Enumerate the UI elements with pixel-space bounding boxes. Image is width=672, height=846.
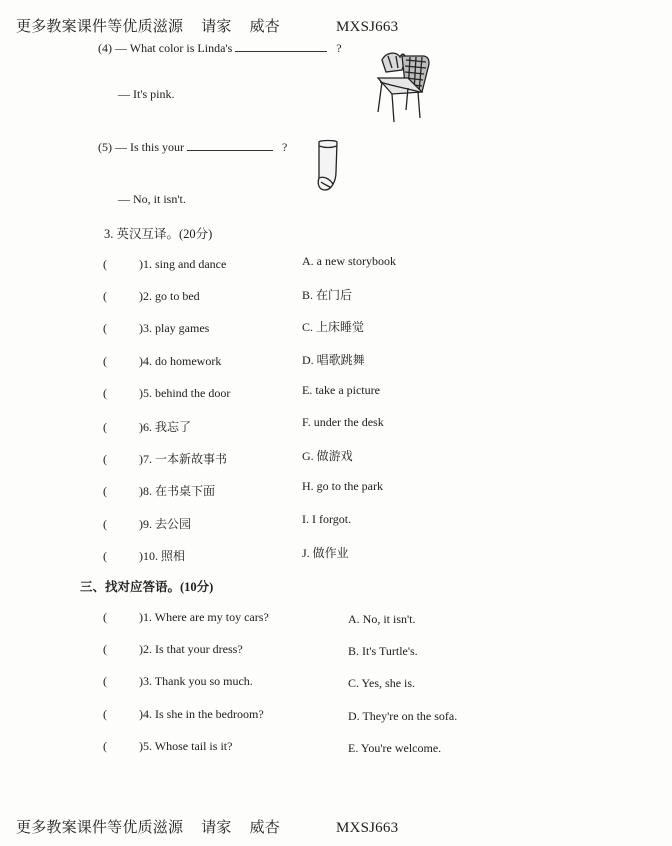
section-3-title: 3. 英汉互译。(20分): [104, 227, 213, 241]
question-4-answer: — It's pink.: [118, 87, 175, 101]
footer-name-1: 请家: [201, 820, 232, 836]
answer-paren-close: ): [139, 610, 143, 624]
item-text: 3. play games: [143, 321, 210, 336]
option-item: C. 上床睡觉: [302, 320, 365, 335]
answer-paren-close: ): [139, 642, 143, 657]
question-5: [98, 140, 287, 155]
list-item: [103, 418, 191, 435]
answer-paren-open[interactable]: (: [103, 257, 107, 271]
answer-paren-close: ): [139, 516, 143, 531]
answer-paren-open[interactable]: (: [103, 289, 107, 304]
answer-paren-close: ): [139, 452, 143, 467]
list-item: [103, 707, 264, 722]
option-item: B. It's Turtle's.: [348, 644, 418, 659]
header-promo-text: 更多教案课件等优质滋源: [16, 19, 184, 35]
answer-paren-open[interactable]: (: [103, 321, 107, 336]
footer-code: MXSJ663: [336, 820, 399, 836]
footer-name-2: 威杏: [249, 820, 281, 836]
list-item: [103, 289, 200, 304]
list-item: [103, 482, 215, 499]
option-item: B. 在门后: [302, 288, 353, 303]
question-4-text: — What color is Linda's: [115, 41, 233, 55]
question-4-end: ?: [336, 41, 342, 55]
item-text: 1. sing and dance: [143, 257, 227, 271]
item-text: 6. 我忘了: [143, 420, 192, 434]
question-4-blank[interactable]: [235, 50, 327, 52]
answer-paren-open[interactable]: (: [103, 548, 107, 563]
answer-paren-close: ): [139, 548, 143, 563]
question-5-answer: — No, it isn't.: [118, 192, 186, 206]
section-III-title: 三、找对应答语。(10分): [80, 580, 214, 594]
answer-paren-close: ): [139, 353, 143, 368]
item-text: 4. Is she in the bedroom?: [143, 706, 264, 721]
option-item: I. I forgot.: [302, 511, 352, 526]
option-item: C. Yes, she is.: [348, 676, 416, 691]
item-text: 10. 照相: [143, 548, 186, 563]
answer-paren-close: ): [139, 321, 143, 336]
footer-promo-text: 更多教案课件等优质滋源: [16, 820, 184, 836]
answer-paren-open[interactable]: (: [103, 738, 107, 753]
item-text: 7. 一本新故事书: [143, 452, 228, 467]
item-text: 8. 在书桌下面: [143, 484, 216, 499]
answer-paren-open[interactable]: (: [103, 420, 107, 434]
option-item: G. 做游戏: [302, 449, 353, 464]
option-item: D. They're on the sofa.: [348, 708, 458, 723]
answer-paren-close: ): [139, 420, 143, 434]
item-text: 2. go to bed: [143, 289, 200, 304]
answer-paren-open[interactable]: (: [103, 353, 107, 368]
header-code: MXSJ663: [336, 19, 399, 35]
answer-paren-open[interactable]: (: [103, 484, 107, 499]
item-text: 5. Whose tail is it?: [143, 738, 233, 753]
header-name-1: 请家: [201, 19, 232, 35]
page-header: [16, 15, 398, 36]
page-footer: [16, 816, 398, 837]
option-item: E. You're welcome.: [348, 740, 442, 755]
answer-paren-close: ): [139, 706, 143, 721]
header-name-2: 威杏: [249, 19, 281, 35]
answer-paren-open[interactable]: (: [103, 452, 107, 467]
item-text: 3. Thank you so much.: [143, 674, 253, 689]
answer-paren-close: ): [139, 738, 143, 753]
question-5-blank[interactable]: [187, 149, 273, 151]
list-item: [103, 610, 269, 625]
question-5-end: ?: [282, 140, 288, 154]
question-5-number: (5): [98, 140, 112, 154]
option-item: E. take a picture: [302, 382, 380, 397]
answer-paren-open[interactable]: (: [103, 674, 107, 689]
list-item: [103, 386, 230, 401]
answer-paren-close: ): [139, 674, 143, 689]
item-text: 1. Where are my toy cars?: [143, 610, 269, 624]
option-item: A. No, it isn't.: [348, 612, 416, 626]
option-item: J. 做作业: [302, 545, 349, 560]
answer-paren-close: ): [139, 257, 143, 271]
list-item: [103, 674, 253, 689]
list-item: [103, 354, 221, 369]
option-item: H. go to the park: [302, 479, 383, 494]
list-item: [103, 450, 227, 467]
option-item: A. a new storybook: [302, 254, 396, 268]
answer-paren-close: ): [139, 385, 143, 400]
list-item: [103, 547, 185, 564]
list-item: [103, 642, 243, 657]
option-item: D. 唱歌跳舞: [302, 352, 365, 367]
sock-icon: [313, 138, 343, 194]
answer-paren-open[interactable]: (: [103, 516, 107, 531]
list-item: [103, 257, 226, 272]
item-text: 2. Is that your dress?: [143, 642, 243, 657]
question-4: [98, 41, 342, 56]
item-text: 4. do homework: [143, 353, 222, 368]
chair-with-clothes-icon: [372, 48, 434, 124]
answer-paren-close: ): [139, 484, 143, 499]
option-item: F. under the desk: [302, 415, 384, 429]
answer-paren-open[interactable]: (: [103, 385, 107, 400]
list-item: [103, 515, 191, 532]
answer-paren-close: ): [139, 289, 143, 304]
list-item: [103, 739, 232, 754]
item-text: 9. 去公园: [143, 516, 192, 531]
answer-paren-open[interactable]: (: [103, 610, 107, 624]
item-text: 5. behind the door: [143, 385, 231, 400]
question-5-text: — Is this your: [115, 140, 184, 154]
list-item: [103, 321, 209, 336]
answer-paren-open[interactable]: (: [103, 706, 107, 721]
question-4-number: (4): [98, 41, 112, 55]
answer-paren-open[interactable]: (: [103, 642, 107, 657]
